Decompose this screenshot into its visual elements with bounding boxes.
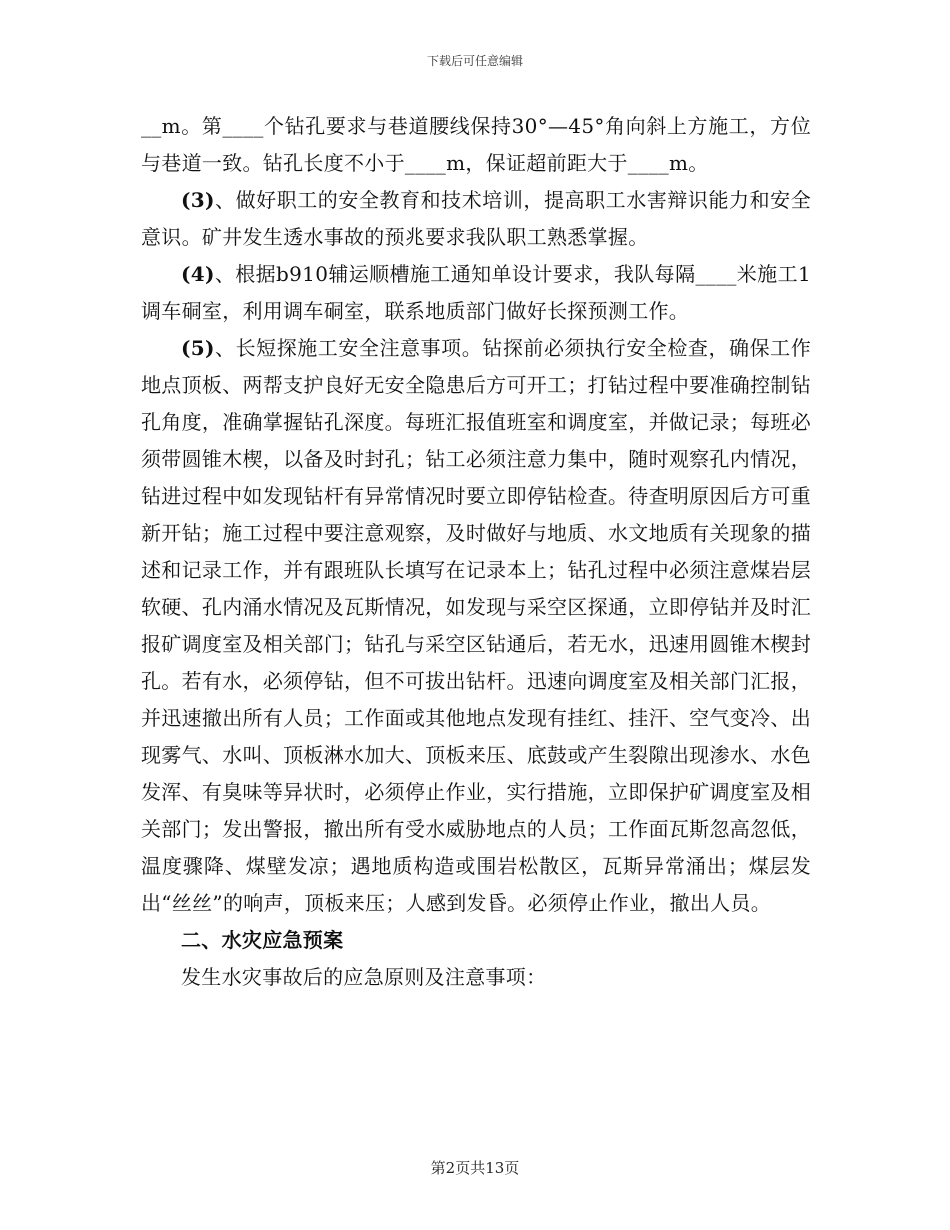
paragraph-item-5 bbox=[141, 330, 811, 922]
paragraph-item-4 bbox=[141, 256, 811, 330]
paragraph-continuation: __m。第____个钻孔要求与巷道腰线保持30°—45°角向斜上方施工，方位与巷道一致。钻孔长度不小于____m，保证超前距大于____m。 bbox=[141, 114, 811, 175]
item-number: (5) bbox=[181, 336, 215, 360]
paragraph-item-3 bbox=[141, 182, 811, 256]
item-number: (4) bbox=[181, 262, 215, 286]
section-heading: 二、水灾应急预案 bbox=[181, 928, 344, 952]
item-text: 、根据b910辅运顺槽施工通知单设计要求，我队每隔____米施工1调车硐室，利用调车硐室，联系地质部门做好长探预测工作。 bbox=[141, 262, 811, 323]
document-body bbox=[141, 108, 811, 996]
page-header-note: 下载后可任意编辑 bbox=[426, 54, 523, 68]
item-number: (3) bbox=[181, 188, 215, 212]
page-number-footer: 第2页共13页 bbox=[430, 1159, 520, 1177]
item-text: 、长短探施工安全注意事项。钻探前必须执行安全检查，确保工作地点顶板、两帮支护良好无安全隐患后方可开工；打钻过程中要准确控制钻孔角度，准确掌握钻孔深度。每班汇报值班室和调度室，并做记录；每班必须带圆锥木楔，以备及时封孔；钻工必须注意力集中，随时观察孔内情况，钻进过程中如发现钻杆有异常情况时要立即停钻检查。待查明原因后方可重新开钻；施工过程中要注意观察，及时做好与地质、水文地质有关现象的描述和记录工作，并有跟班队长填写在记录本上；钻孔过程中必须注意煤岩层软硬、孔内涌水情况及瓦斯情况，如发现与采空区探通，立即停钻并及时汇报矿调度室及相关部门；钻孔与采空区钻通后，若无水，迅速用圆锥木楔封孔。若有水，必须停钻，但不可拔出钻杆。迅速向调度室及相关部门汇报，并迅速撤出所有人员；工作面或其他地点发现有挂红、挂汗、空气变冷、出现雾气、水叫、顶板淋水加大、顶板来压、底鼓或产生裂隙出现渗水、水色发浑、有臭味等异状时，必须停止作业，实行措施，立即保护矿调度室及相关部门；发出警报，撤出所有受水威胁地点的人员；工作面瓦斯忽高忽低，温度骤降、煤壁发凉；遇地质构造或围岩松散区，瓦斯异常涌出；煤层发出“丝丝”的响声，顶板来压；人感到发昏。必须停止作业，撤出人员。 bbox=[141, 336, 811, 915]
item-text: 、做好职工的安全教育和技术培训，提高职工水害辩识能力和安全意识。矿井发生透水事故的预兆要求我队职工熟悉掌握。 bbox=[141, 188, 811, 249]
paragraph-intro: 发生水灾事故后的应急原则及注意事项： bbox=[181, 965, 547, 989]
